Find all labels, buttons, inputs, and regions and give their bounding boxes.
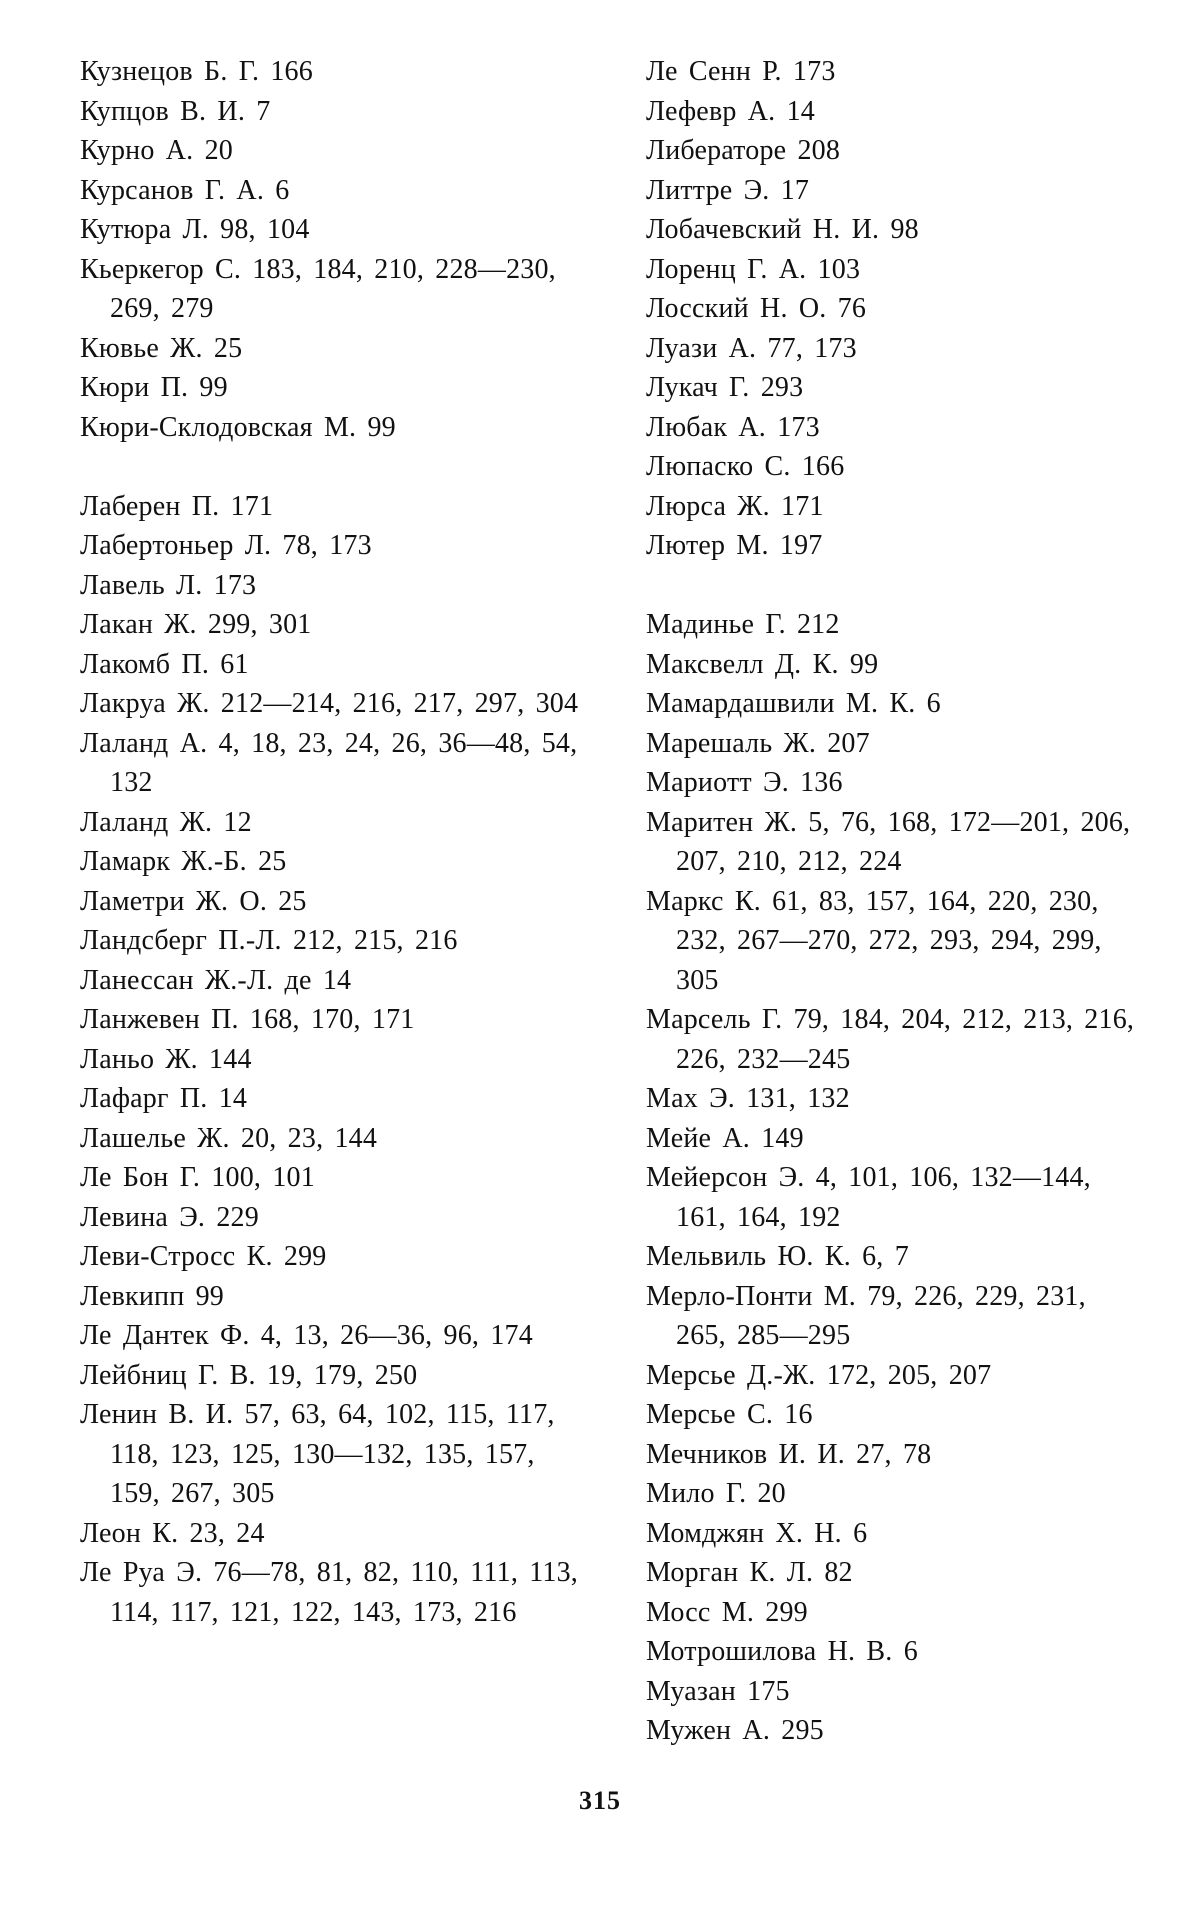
index-entry: Ле Бон Г. 100, 101 [80, 1162, 315, 1193]
index-entry: Лабертоньер Л. 78, 173 [80, 530, 372, 561]
index-entry: Ле Сенн Р. 173 [646, 56, 836, 87]
index-entry: Лавель Л. 173 [80, 569, 257, 601]
index-column-left [80, 52, 580, 1632]
index-entry: Лаланд А. 4, 18, 23, 24, 26, 36—48, 54, 132 [80, 727, 578, 798]
index-entry: Мечников И. И. 27, 78 [646, 1438, 932, 1470]
index-entry: Курсанов Г. А. 6 [80, 174, 290, 206]
index-entry: Маркс К. 61, 83, 157, 164, 220, 230, 232, 267—270, 272, 293, 294, 299, 305 [646, 885, 1102, 996]
index-entry: Левина Э. 229 [80, 1201, 259, 1233]
index-entry: Ле Руа Э. 76—78, 81, 82, 110, 111, 113, 114, 117, 121, 122, 143, 173, 216 [80, 1557, 578, 1628]
index-entry: Мадинье Г. 212 [646, 609, 840, 640]
index-entry: Кьеркегор С. 183, 184, 210, 228—230, 269, 279 [80, 253, 556, 324]
index-entry: Момджян Х. Н. 6 [646, 1517, 868, 1549]
index-entry: Мерсье Д.-Ж. 172, 205, 207 [646, 1359, 992, 1391]
index-entry: Лукач Г. 293 [646, 372, 804, 403]
index-entry: Ландсберг П.-Л. 212, 215, 216 [80, 925, 458, 956]
index-entry: Кювье Ж. 25 [80, 332, 243, 364]
index-entry: Люрса Ж. 171 [646, 490, 824, 522]
index-entry: Лаланд Ж. 12 [80, 806, 252, 838]
index-entry: Купцов В. И. 7 [80, 95, 271, 127]
index-entry: Кюри П. 99 [80, 372, 228, 403]
index-entry: Лашелье Ж. 20, 23, 144 [80, 1122, 378, 1154]
index-entry: Ламетри Ж. О. 25 [80, 885, 307, 917]
index-entry: Мосс М. 299 [646, 1596, 808, 1628]
index-entry: Ламарк Ж.-Б. 25 [80, 846, 287, 877]
index-entry: Лютер М. 197 [646, 530, 823, 561]
index-entry: Лаберен П. 171 [80, 490, 274, 522]
index-entry: Мужен А. 295 [646, 1715, 824, 1746]
index-entry: Ланьо Ж. 144 [80, 1043, 252, 1075]
index-entry: Маритен Ж. 5, 76, 168, 172—201, 206, 207, 210, 212, 224 [646, 806, 1131, 877]
index-column-right [646, 52, 1146, 1751]
index-entry: Лакруа Ж. 212—214, 216, 217, 297, 304 [80, 688, 579, 719]
index-entry: Ланжевен П. 168, 170, 171 [80, 1004, 415, 1035]
index-entry: Кузнецов Б. Г. 166 [80, 56, 313, 87]
index-entry: Ланессан Ж.-Л. де 14 [80, 964, 352, 996]
index-entry: Морган К. Л. 82 [646, 1557, 853, 1588]
index-entry: Муазан 175 [646, 1675, 790, 1707]
index-entry: Лоренц Г. А. 103 [646, 253, 861, 285]
index-entry: Мариотт Э. 136 [646, 767, 843, 798]
index-entry: Мельвиль Ю. К. 6, 7 [646, 1241, 909, 1272]
letter-section-gap [646, 566, 1146, 606]
index-entry: Люпаско С. 166 [646, 451, 845, 482]
index-entry: Любак А. 173 [646, 411, 820, 443]
index-entry: Мейе А. 149 [646, 1122, 804, 1154]
index-entry: Марешаль Ж. 207 [646, 727, 870, 759]
index-entry: Ле Дантек Ф. 4, 13, 26—36, 96, 174 [80, 1320, 533, 1351]
index-entry: Мамардашвили М. К. 6 [646, 688, 941, 719]
index-entry: Кюри-Склодовская М. 99 [80, 411, 396, 443]
index-entry: Литтре Э. 17 [646, 174, 810, 206]
index-entry: Курно А. 20 [80, 135, 233, 166]
index-entry: Мило Г. 20 [646, 1478, 786, 1509]
index-entry: Кутюра Л. 98, 104 [80, 214, 310, 245]
index-entry: Лакомб П. 61 [80, 648, 249, 680]
index-entry: Левкипп 99 [80, 1280, 225, 1312]
index-entry: Лафарг П. 14 [80, 1083, 248, 1114]
index-entry: Лефевр А. 14 [646, 95, 815, 127]
index-entry: Лобачевский Н. И. 98 [646, 214, 919, 245]
letter-section-gap [80, 447, 580, 487]
index-entry: Мах Э. 131, 132 [646, 1083, 850, 1114]
index-entry: Луази А. 77, 173 [646, 332, 857, 364]
index-entry: Лосский Н. О. 76 [646, 293, 867, 324]
index-entry: Марсель Г. 79, 184, 204, 212, 213, 216, 226, 232—245 [646, 1004, 1135, 1075]
index-entry: Мерло-Понти М. 79, 226, 229, 231, 265, 285—295 [646, 1280, 1086, 1351]
index-entry: Мотрошилова Н. В. 6 [646, 1636, 918, 1667]
page-number: 315 [579, 1786, 621, 1815]
index-entry: Ленин В. И. 57, 63, 64, 102, 115, 117, 118, 123, 125, 130—132, 135, 157, 159, 267, 305 [80, 1399, 555, 1509]
index-entry: Мерсье С. 16 [646, 1399, 813, 1430]
index-entry: Лейбниц Г. В. 19, 179, 250 [80, 1359, 418, 1391]
index-entry: Либераторе 208 [646, 135, 841, 166]
index-entry: Лакан Ж. 299, 301 [80, 609, 312, 640]
index-entry: Максвелл Д. К. 99 [646, 648, 879, 680]
index-entry: Леон К. 23, 24 [80, 1517, 265, 1549]
index-entry: Мейерсон Э. 4, 101, 106, 132—144, 161, 164, 192 [646, 1162, 1091, 1233]
index-entry: Леви-Стросс К. 299 [80, 1241, 327, 1272]
